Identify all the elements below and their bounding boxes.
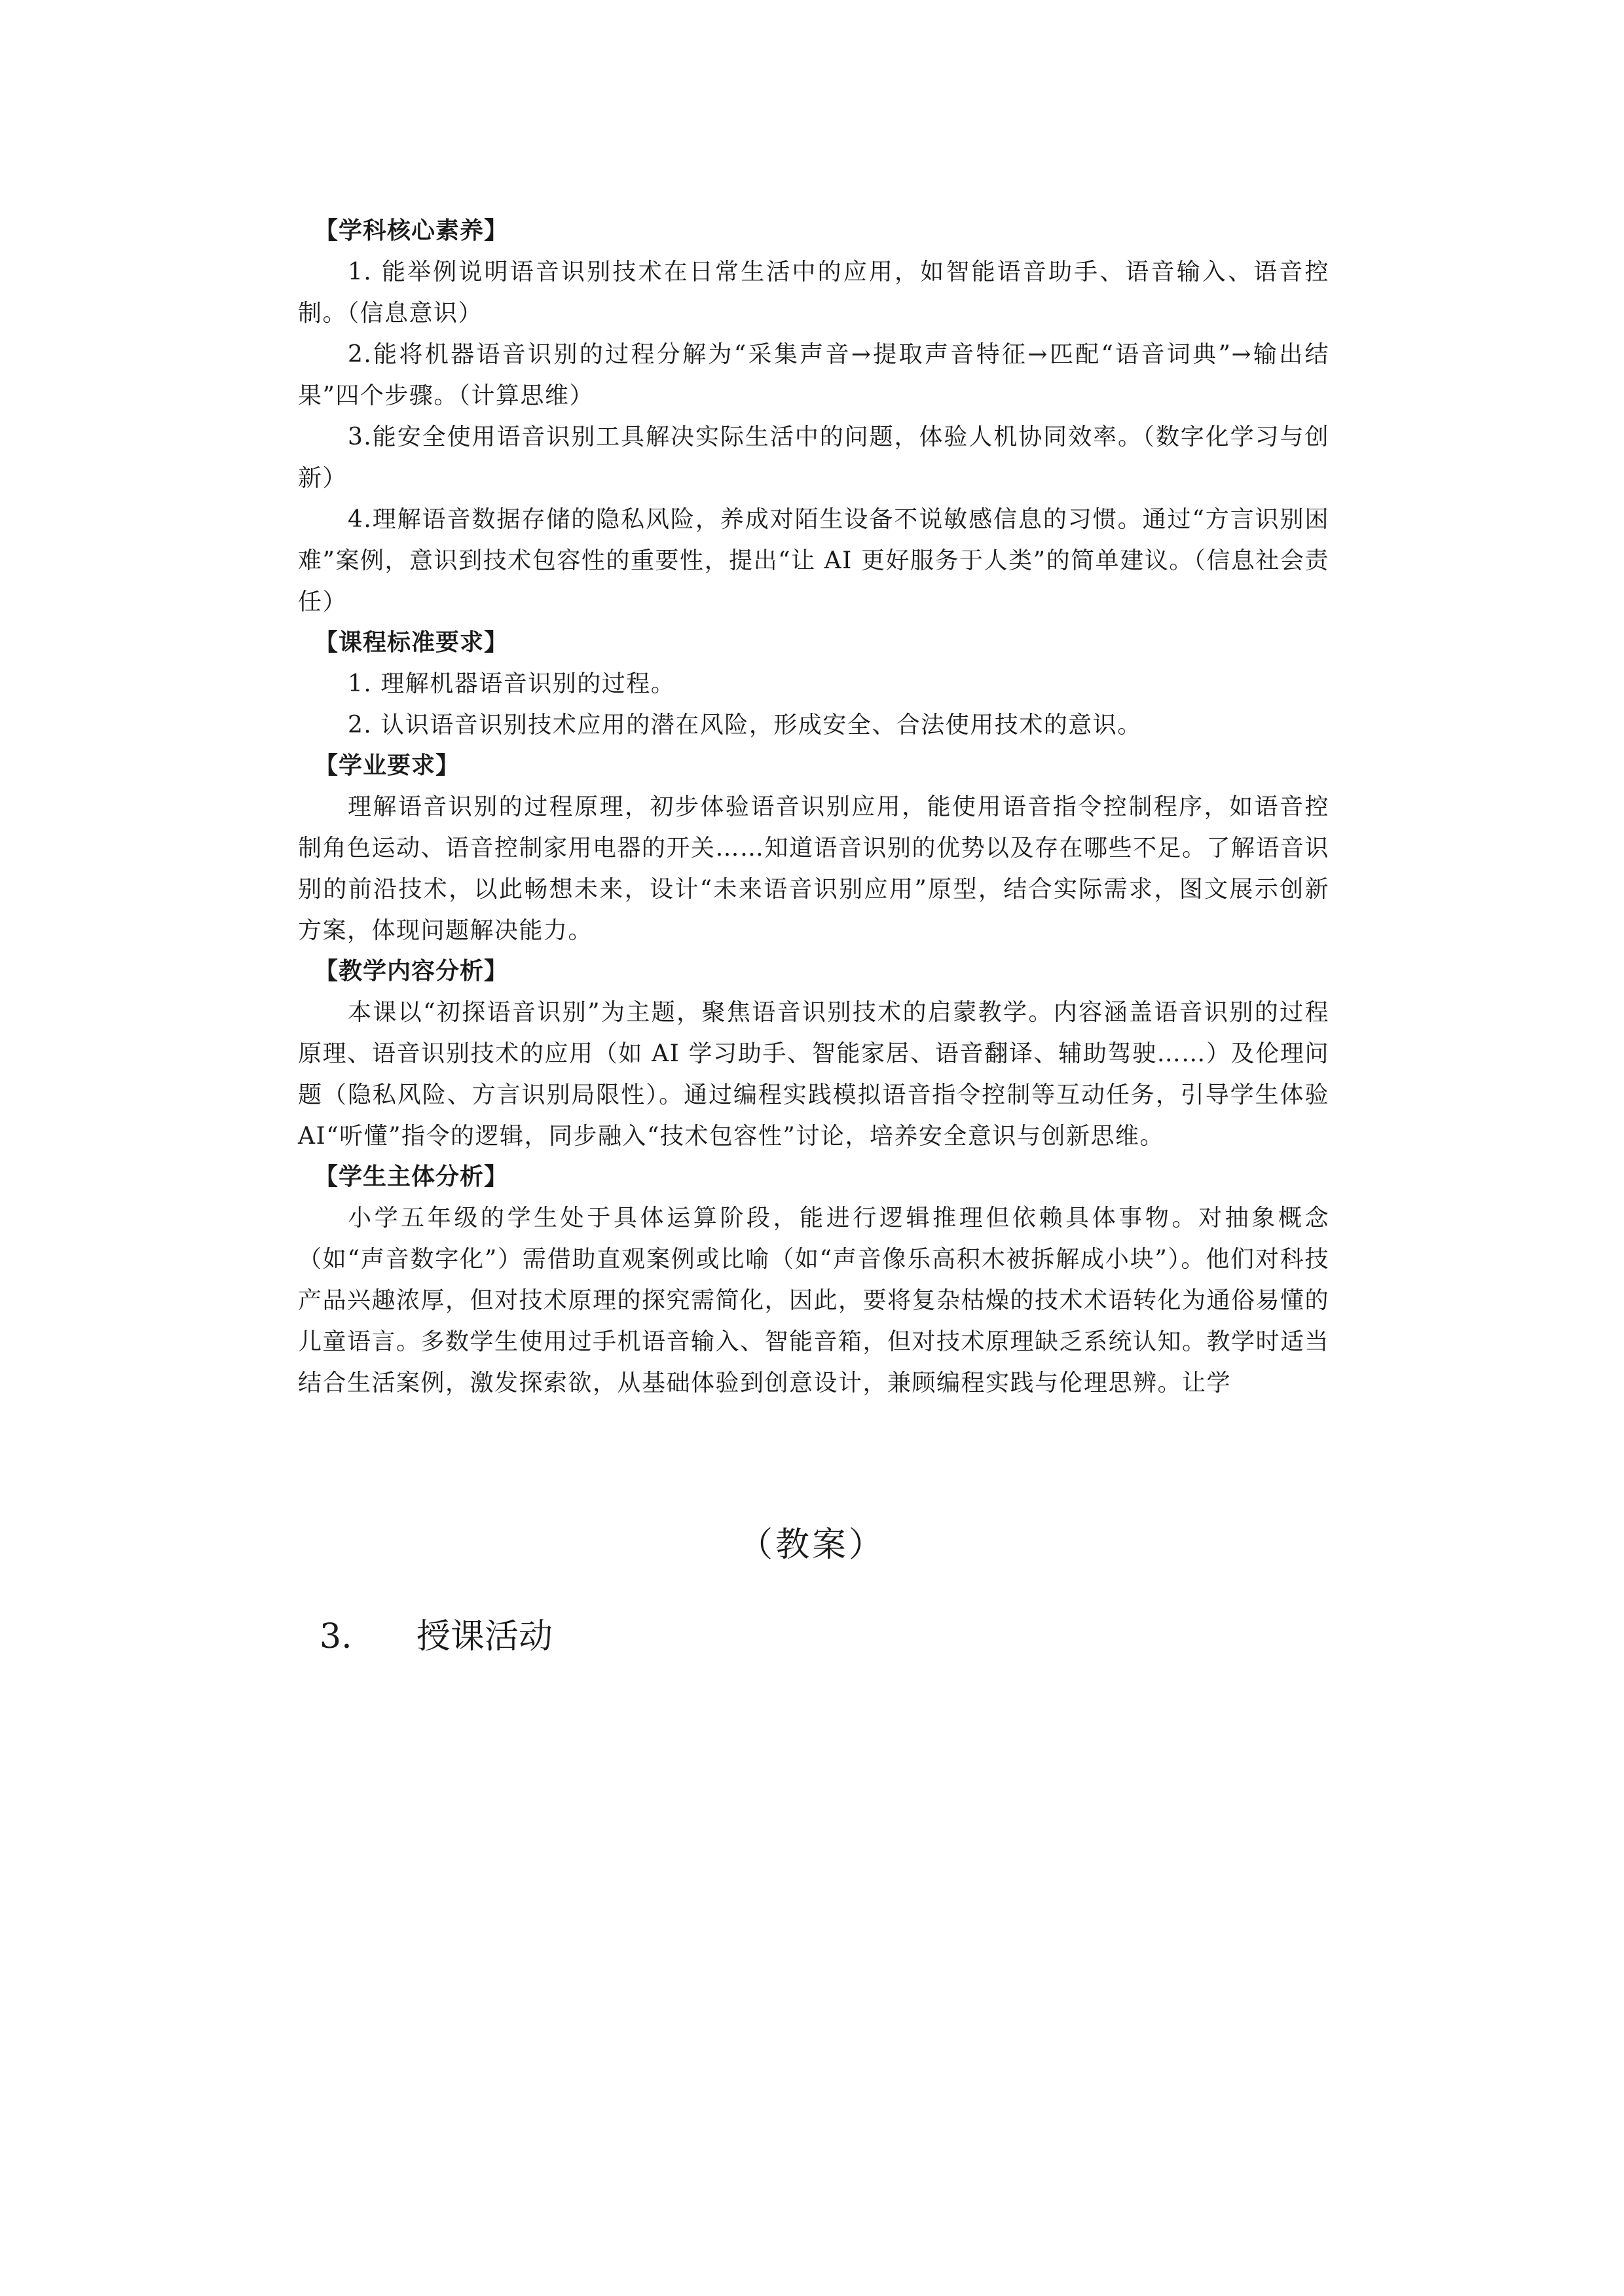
paragraph: 小学五年级的学生处于具体运算阶段，能进行逻辑推理但依赖具体事物。对抽象概念（如“声音数字化”）需借助直观案例或比喻（如“声音像乐高积木被拆解成小块”）。他们对科技产品兴趣浓厚，但对技术原理的探究需简化，因此，要将复杂枯燥的技术术语转化为通俗易懂的儿童语言。多数学生使用过手机语音输入、智能音箱，但对技术原理缺乏系统认知。教学时适当结合生活案例，激发探索欲，从基础体验到创意设计，兼顾编程实践与伦理思辨。让学 [298,1205,1330,1396]
paragraph: 2.能将机器语音识别的过程分解为“采集声音→提取声音特征→匹配“语音词典”→输出结果”四个步骤。（计算思维） [298,341,1329,409]
paragraph: 3.能安全使用语音识别工具解决实际生活中的问题，体验人机协同效率。（数字化学习与创新） [298,424,1329,492]
heading-content-analysis: 【教学内容分析】 [314,958,509,985]
paragraph: 本课以“初探语音识别”为主题，聚焦语音识别技术的启蒙教学。内容涵盖语音识别的过程原理、语音识别技术的应用（如 AI 学习助手、智能家居、语音翻译、辅助驾驶……）及伦理问题（隐私风险、方言识别局限性）。通过编程实践模拟语音指令控制等互动任务，引导学生体验 AI“听懂”指令的逻辑，同步融入“技术包容性”讨论，培养安全意识与创新思维。 [298,999,1329,1150]
paragraph: 4.理解语音数据存储的隐私风险，养成对陌生设备不说敏感信息的习惯。通过“方言识别困难”案例，意识到技术包容性的重要性，提出“让 AI 更好服务于人类”的简单建议。（信息社会责任） [298,506,1329,615]
section-title: 授课活动 [416,1617,553,1656]
section-heading-teaching-activities [320,1611,553,1663]
document-body [298,211,1329,1404]
paragraph: 理解语音识别的过程原理，初步体验语音识别应用，能使用语音指令控制程序，如语音控制角色运动、语音控制家用电器的开关……知道语音识别的优势以及存在哪些不足。了解语音识别的前沿技术，以此畅想未来，设计“未来语音识别应用”原型，结合实际需求，图文展示创新方案，体现问题解决能力。 [298,793,1330,944]
heading-core-literacy: 【学科核心素养】 [314,217,509,244]
paragraph: 1. 能举例说明语音识别技术在日常生活中的应用，如智能语音助手、语音输入、语音控制。（信息意识） [298,259,1329,327]
section-number: 3. [320,1617,352,1656]
heading-academic-requirements: 【学业要求】 [314,752,460,779]
heading-student-analysis: 【学生主体分析】 [314,1163,509,1190]
heading-curriculum-standard: 【课程标准要求】 [314,629,509,656]
lesson-plan-title: （教案） [738,1525,885,1565]
paragraph: 2. 认识语音识别技术应用的潜在风险，形成安全、合法使用技术的意识。 [348,712,1142,738]
paragraph: 1. 理解机器语音识别的过程。 [348,670,676,697]
